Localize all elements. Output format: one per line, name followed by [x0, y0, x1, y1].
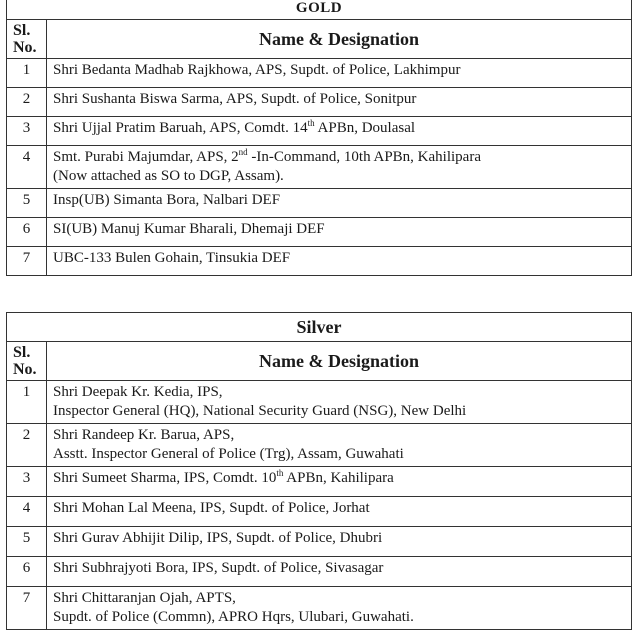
sl-no-cell: 6 — [7, 218, 47, 247]
name-designation-cell — [47, 146, 632, 189]
table-row — [7, 557, 632, 587]
name-designation-cell — [47, 424, 632, 467]
sl-no-cell: 6 — [7, 557, 47, 587]
name-text: Shri Sumeet Sharma, IPS, Comdt. 10 — [53, 470, 277, 486]
sl-no-cell: 2 — [7, 88, 47, 117]
name-text-cont: APBn, Doulasal — [314, 120, 416, 136]
ordinal-suffix: th — [307, 118, 315, 128]
silver-awards-table — [6, 312, 632, 630]
sl-no-cell: 1 — [7, 381, 47, 424]
table-row — [7, 527, 632, 557]
gold-awards-table — [6, 0, 632, 276]
name-text: Shri Randeep Kr. Barua, APS, — [53, 427, 235, 443]
ordinal-suffix: th — [276, 468, 284, 478]
gold-table-title: GOLD — [7, 0, 632, 20]
table-row — [7, 88, 632, 117]
table-row — [7, 247, 632, 276]
sl-no-cell: 4 — [7, 146, 47, 189]
ordinal-suffix: nd — [238, 147, 248, 157]
table-row — [7, 59, 632, 88]
name-designation-cell: Shri Sushanta Biswa Sarma, APS, Supdt. of Police, Sonitpur — [47, 88, 632, 117]
sl-no-header: Sl. No. — [7, 342, 47, 381]
designation-text: Inspector General (HQ), National Security Guard (NSG), New Delhi — [53, 403, 467, 419]
name-text-cont: APBn, Kahilipara — [283, 470, 394, 486]
name-text: Smt. Purabi Majumdar, APS, 2 — [53, 149, 239, 165]
designation-text: Supdt. of Police (Commn), APRO Hqrs, Ulubari, Guwahati. — [53, 609, 414, 625]
table-row — [7, 146, 632, 189]
sl-no-cell: 7 — [7, 247, 47, 276]
silver-table-title: Silver — [7, 313, 632, 342]
name-designation-cell: Shri Subhrajyoti Bora, IPS, Supdt. of Police, Sivasagar — [47, 557, 632, 587]
table-row — [7, 117, 632, 146]
name-designation-header: Name & Designation — [47, 342, 632, 381]
table-row — [7, 218, 632, 247]
name-designation-cell: Insp(UB) Simanta Bora, Nalbari DEF — [47, 189, 632, 218]
name-text-cont: -In-Command, 10th APBn, Kahilipara — [247, 149, 481, 165]
name-text-line2: (Now attached as SO to DGP, Assam). — [53, 168, 284, 184]
sl-no-cell: 4 — [7, 497, 47, 527]
name-designation-cell — [47, 117, 632, 146]
name-designation-cell — [47, 587, 632, 630]
table-row — [7, 467, 632, 497]
sl-no-cell: 1 — [7, 59, 47, 88]
sl-no-cell: 3 — [7, 467, 47, 497]
sl-no-cell: 2 — [7, 424, 47, 467]
table-row — [7, 381, 632, 424]
sl-no-cell: 7 — [7, 587, 47, 630]
sl-no-cell: 5 — [7, 527, 47, 557]
name-designation-cell: Shri Bedanta Madhab Rajkhowa, APS, Supdt. of Police, Lakhimpur — [47, 59, 632, 88]
name-designation-header: Name & Designation — [47, 20, 632, 59]
table-row — [7, 497, 632, 527]
name-text: Shri Ujjal Pratim Baruah, APS, Comdt. 14 — [53, 120, 308, 136]
table-row — [7, 587, 632, 630]
sl-no-header: Sl. No. — [7, 20, 47, 59]
name-designation-cell: Shri Gurav Abhijit Dilip, IPS, Supdt. of Police, Dhubri — [47, 527, 632, 557]
name-designation-cell: SI(UB) Manuj Kumar Bharali, Dhemaji DEF — [47, 218, 632, 247]
name-designation-cell: UBC-133 Bulen Gohain, Tinsukia DEF — [47, 247, 632, 276]
name-designation-cell — [47, 467, 632, 497]
sl-no-cell: 5 — [7, 189, 47, 218]
name-designation-cell: Shri Mohan Lal Meena, IPS, Supdt. of Police, Jorhat — [47, 497, 632, 527]
table-row — [7, 424, 632, 467]
table-row — [7, 189, 632, 218]
designation-text: Asstt. Inspector General of Police (Trg), Assam, Guwahati — [53, 446, 404, 462]
name-text: Shri Deepak Kr. Kedia, IPS, — [53, 384, 223, 400]
name-designation-cell — [47, 381, 632, 424]
sl-no-cell: 3 — [7, 117, 47, 146]
name-text: Shri Chittaranjan Ojah, APTS, — [53, 590, 236, 606]
